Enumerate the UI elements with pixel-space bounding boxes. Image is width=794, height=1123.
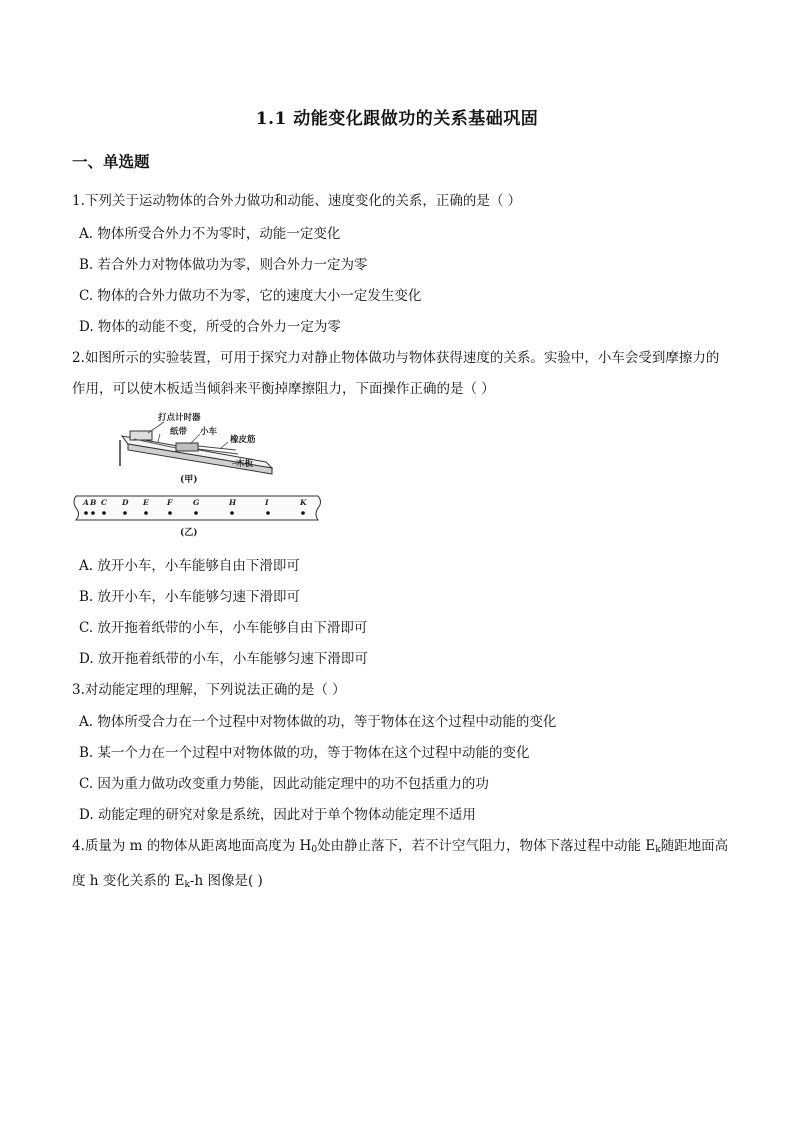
question-2-option-c: C. 放开拖着纸带的小车，小车能够自由下滑即可 (79, 620, 368, 636)
question-1-option-c: C. 物体的合外力做功不为零，它的速度大小一定发生变化 (79, 288, 422, 304)
tape-dot (91, 511, 95, 515)
leader-line (148, 422, 164, 433)
label-timer: 打点计时器 (158, 413, 201, 423)
tape-dot (230, 511, 234, 515)
question-2-stem: 2.如图所示的实验装置，可用于探究力对静止物体做功与物体获得速度的关系。实验中，小车会受到摩擦力的作用，可以使木板适当倾斜来平衡掉摩擦阻力，下面操作正确的是（ ） (72, 350, 720, 397)
tape-point-label: I (265, 498, 269, 507)
question-1-option-d: D. 物体的动能不变，所受的合外力一定为零 (79, 319, 341, 335)
tape-point-label: D (122, 498, 129, 507)
tape-dot (168, 511, 172, 515)
label-rubber-band: 橡皮筋 (230, 435, 256, 445)
tape-point-label: F (167, 498, 173, 507)
page-title: 1.1 动能变化跟做功的关系基础巩固 (255, 109, 539, 129)
label-yi: (乙) (180, 528, 198, 538)
question-1-stem: 1.下列关于运动物体的合外力做功和动能、速度变化的关系，正确的是（ ） (72, 193, 522, 209)
label-board: 木板 (236, 459, 254, 469)
tape-dot (301, 511, 305, 515)
tape-point-label: E (143, 498, 149, 507)
label-tape: 纸带 (170, 427, 188, 437)
tape-dot (266, 511, 270, 515)
tape-dot (194, 511, 198, 515)
leader-line (220, 442, 228, 449)
question-3-stem: 3.对动能定理的理解，下列说法正确的是（ ） (72, 682, 346, 698)
q4-text-a: 4.质量为 m 的物体从距离地面高度为 H (72, 838, 312, 854)
tape-point-label: K (300, 498, 307, 507)
label-jia: (甲) (180, 475, 198, 485)
q4-text-b: 处由静止落下，若不计空气阻力，物体下落过程中动能 E (317, 838, 656, 854)
question-2-option-b: B. 放开小车，小车能够匀速下滑即可 (79, 589, 301, 605)
question-1-option-a: A. 物体所受合外力不为零时，动能一定变化 (79, 226, 341, 242)
question-3-option-c: C. 因为重力做功改变重力势能，因此动能定理中的功不包括重力的功 (79, 776, 489, 792)
tape-point-label: G (193, 498, 200, 507)
q4-text-c: 随距地面高度 h 变化关系的 E (72, 838, 729, 889)
question-2-option-a: A. 放开小车，小车能够自由下滑即可 (79, 558, 300, 574)
tape-point-label: C (101, 498, 107, 507)
section-heading: 一、单选题 (72, 152, 150, 171)
leader-line (158, 434, 160, 442)
tape-point-label: B (90, 498, 97, 507)
tape-dot (84, 511, 88, 515)
q4-text-d: -h 图像是( ) (189, 872, 263, 889)
question-1-option-b: B. 若合外力对物体做功为零，则合外力一定为零 (79, 257, 368, 273)
tape-dot (102, 511, 106, 515)
question-4-stem (72, 831, 732, 900)
experiment-figure (72, 404, 328, 544)
question-3-option-d: D. 动能定理的研究对象是系统，因此对于单个物体动能定理不适用 (79, 807, 476, 823)
tape-point-label: A (83, 498, 89, 507)
tape-dot (123, 511, 127, 515)
experiment-diagram (72, 404, 328, 544)
tape-dot (144, 511, 148, 515)
label-cart: 小车 (200, 427, 218, 437)
q4-sub-b: k (655, 845, 661, 855)
q4-sub-c: k (184, 879, 190, 890)
question-3-option-a: A. 物体所受合力在一个过程中对物体做的功，等于物体在这个过程中动能的变化 (79, 714, 557, 730)
cart-shape (176, 443, 198, 451)
question-3-option-b: B. 某一个力在一个过程中对物体做的功，等于物体在这个过程中动能的变化 (79, 745, 530, 761)
tape-point-label: H (229, 498, 237, 507)
question-2-option-d: D. 放开拖着纸带的小车，小车能够匀速下滑即可 (79, 651, 368, 667)
q4-sub-a: 0 (311, 845, 318, 855)
